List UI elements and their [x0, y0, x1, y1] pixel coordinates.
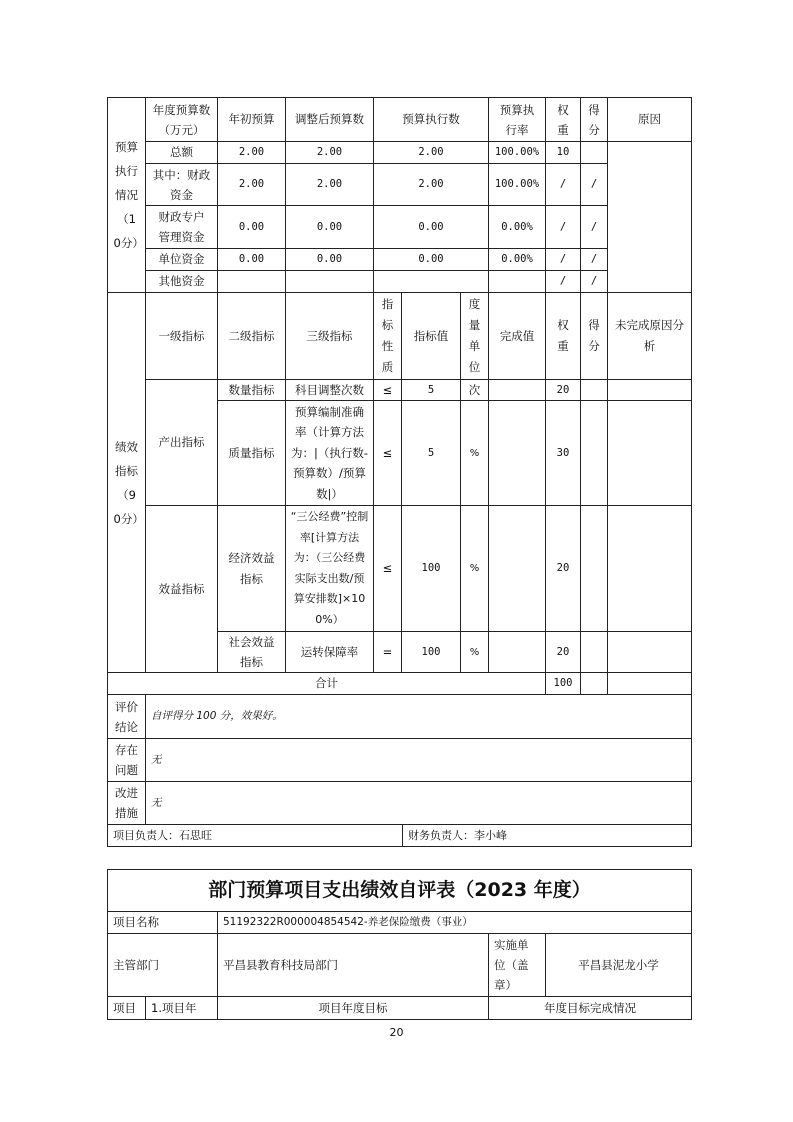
row-sub: 1.项目年 — [145, 996, 218, 1020]
perf-row-value: 100 — [401, 631, 461, 673]
header-category-text: 年度预算数（万元） — [152, 102, 211, 137]
perf-row-level2: 数量指标 — [217, 379, 286, 401]
completion-header: 年度目标完成情况 — [488, 996, 692, 1020]
perf-row-actual — [488, 631, 546, 673]
budget-section-label — [107, 97, 146, 293]
budget-row-initial: 0.00 — [217, 248, 286, 271]
header-rate — [488, 97, 546, 142]
perf-row-level2: 质量指标 — [217, 400, 286, 506]
budget-row-rate — [488, 270, 546, 293]
eval-text: 自评得分 100 分，效果好。 — [145, 694, 692, 739]
perf-header-analysis — [607, 292, 692, 380]
perf-row-unit: % — [460, 400, 489, 506]
perf-row-value: 5 — [401, 400, 461, 506]
total-score — [580, 672, 608, 695]
project-name-value: 51192322R000004854542-养老保险缴费（事业） — [217, 911, 692, 934]
budget-row-executed: 2.00 — [373, 141, 489, 164]
perf-row-nature: ≤ — [373, 505, 402, 632]
budget-row-weight: 10 — [545, 141, 581, 164]
perf-row-level2 — [217, 505, 286, 632]
budget-row-weight: / — [545, 248, 581, 271]
total-analysis — [607, 672, 692, 695]
budget-row-score: / — [580, 248, 608, 271]
unit-label-text: 实施单位（盖章） — [494, 938, 529, 992]
dept-value: 平昌县教育科技局部门 — [217, 933, 489, 997]
performance-section-label — [107, 292, 146, 673]
unit-value: 平昌县泥龙小学 — [545, 933, 692, 997]
perf-row-value: 100 — [401, 505, 461, 632]
perf-header-analysis-text: 未完成原因分析 — [615, 318, 684, 353]
perf-row-level2-text: 经济效益指标 — [228, 550, 275, 586]
perf-row-weight: 20 — [545, 505, 581, 632]
perf-row-nature: = — [373, 631, 402, 673]
perf-header-level3: 三级指标 — [285, 292, 374, 380]
perf-row-level3: 科目调整次数 — [285, 379, 374, 401]
budget-row-adjusted: 2.00 — [285, 163, 374, 206]
total-weight: 100 — [545, 672, 581, 695]
header-weight — [545, 97, 581, 142]
form2-title: 部门预算项目支出绩效自评表（2023 年度） — [107, 869, 692, 912]
budget-row-executed — [373, 270, 489, 293]
budget-section-text: 预算执行情况（10分） — [113, 140, 144, 250]
perf-header-unit — [460, 292, 489, 380]
budget-row-score — [580, 141, 608, 164]
budget-row-name — [145, 205, 218, 249]
budget-row-weight: / — [545, 163, 581, 206]
perf-row-actual — [488, 379, 546, 401]
perf-row-actual — [488, 505, 546, 632]
perf-header-unit-text: 度量单位 — [468, 297, 481, 374]
perf-row-level3 — [285, 505, 374, 632]
perf-row-unit: % — [460, 631, 489, 673]
header-weight-text: 权重 — [557, 102, 569, 137]
budget-row-name: 总额 — [145, 141, 218, 164]
budget-row-name: 其他资金 — [145, 270, 218, 293]
budget-row-rate: 100.00% — [488, 163, 546, 206]
perf-row-analysis — [607, 631, 692, 673]
unit-label — [488, 933, 546, 997]
header-score-text: 得分 — [588, 102, 600, 137]
project-lead: 项目负责人：石思旺 — [107, 824, 403, 847]
budget-row-initial: 2.00 — [217, 163, 286, 206]
improve-label-text: 改进措施 — [115, 786, 138, 820]
improve-label — [107, 781, 146, 825]
perf-row-actual — [488, 400, 546, 506]
budget-row-adjusted: 0.00 — [285, 205, 374, 249]
perf-header-weight — [545, 292, 581, 380]
budget-row-rate: 0.00% — [488, 248, 546, 271]
problem-label — [107, 738, 146, 782]
header-rate-text: 预算执行率 — [499, 102, 535, 137]
perf-row-level3 — [285, 400, 374, 506]
budget-row-adjusted: 0.00 — [285, 248, 374, 271]
budget-row-score: / — [580, 270, 608, 293]
perf-header-value: 指标值 — [401, 292, 461, 380]
perf-row-value: 5 — [401, 379, 461, 401]
perf-row-score — [580, 631, 608, 673]
header-initial: 年初预算 — [217, 97, 286, 142]
budget-row-executed: 0.00 — [373, 205, 489, 249]
finance-lead: 财务负责人：李小峰 — [402, 824, 692, 847]
perf-row-level2 — [217, 631, 286, 673]
problem-text: 无 — [145, 738, 692, 782]
eval-label — [107, 694, 146, 739]
perf-row-unit: 次 — [460, 379, 489, 401]
perf-row-unit: % — [460, 505, 489, 632]
budget-row-rate: 0.00% — [488, 205, 546, 249]
performance-section-text: 绩效指标（90分） — [113, 439, 144, 526]
header-adjusted: 调整后预算数 — [285, 97, 374, 142]
perf-row-score — [580, 400, 608, 506]
budget-row-name-text: 财政专户管理资金 — [158, 210, 205, 244]
budget-reason-cell — [607, 141, 692, 293]
goal-header: 项目年度目标 — [217, 996, 489, 1020]
budget-row-adjusted — [285, 270, 374, 293]
budget-row-executed: 0.00 — [373, 248, 489, 271]
header-category — [145, 97, 218, 142]
total-label: 合计 — [107, 672, 546, 695]
budget-row-score: / — [580, 163, 608, 206]
perf-row-weight: 20 — [545, 379, 581, 401]
eval-label-text: 评价结论 — [115, 699, 138, 734]
dept-label: 主管部门 — [107, 933, 218, 997]
perf-header-score — [580, 292, 608, 380]
perf-row-score — [580, 379, 608, 401]
budget-row-name-text: 其中：财政资金 — [152, 167, 211, 202]
header-executed: 预算执行数 — [373, 97, 489, 142]
perf-group-benefit: 效益指标 — [145, 505, 218, 673]
budget-row-adjusted: 2.00 — [285, 141, 374, 164]
perf-row-level2-text: 社会效益指标 — [228, 635, 275, 669]
perf-row-analysis — [607, 505, 692, 632]
perf-header-level2: 二级指标 — [217, 292, 286, 380]
perf-row-level3: 运转保障率 — [285, 631, 374, 673]
page-number: 20 — [389, 1026, 404, 1039]
perf-row-score — [580, 505, 608, 632]
row-label: 项目 — [107, 996, 146, 1020]
budget-row-name — [145, 163, 218, 206]
budget-row-rate: 100.00% — [488, 141, 546, 164]
perf-header-nature — [373, 292, 402, 380]
perf-row-level3-text: 预算编制准确率（计算方法为：|（执行数-预算数）/预算数|） — [290, 404, 369, 501]
project-name-label: 项目名称 — [107, 911, 218, 934]
budget-row-initial: 2.00 — [217, 141, 286, 164]
perf-group-output: 产出指标 — [145, 379, 218, 506]
perf-row-weight: 20 — [545, 631, 581, 673]
budget-row-name: 单位资金 — [145, 248, 218, 271]
perf-header-actual: 完成值 — [488, 292, 546, 380]
perf-row-weight: 30 — [545, 400, 581, 506]
header-reason: 原因 — [607, 97, 692, 142]
perf-header-weight-text: 权重 — [557, 318, 569, 353]
perf-row-nature: ≤ — [373, 400, 402, 506]
perf-row-nature: ≤ — [373, 379, 402, 401]
perf-row-analysis — [607, 400, 692, 506]
budget-row-initial — [217, 270, 286, 293]
improve-text: 无 — [145, 781, 692, 825]
perf-header-level1: 一级指标 — [145, 292, 218, 380]
budget-row-initial: 0.00 — [217, 205, 286, 249]
perf-header-nature-text: 指标性质 — [381, 297, 394, 374]
problem-label-text: 存在问题 — [115, 743, 138, 777]
budget-row-weight: / — [545, 205, 581, 249]
budget-row-score: / — [580, 205, 608, 249]
header-score — [580, 97, 608, 142]
budget-row-executed: 2.00 — [373, 163, 489, 206]
budget-row-weight: / — [545, 270, 581, 293]
perf-header-score-text: 得分 — [588, 318, 600, 353]
perf-row-level3-text: “三公经费”控制率[计算方法为：（三公经费实际支出数/预算安排数]×100%） — [290, 510, 369, 626]
perf-row-analysis — [607, 379, 692, 401]
